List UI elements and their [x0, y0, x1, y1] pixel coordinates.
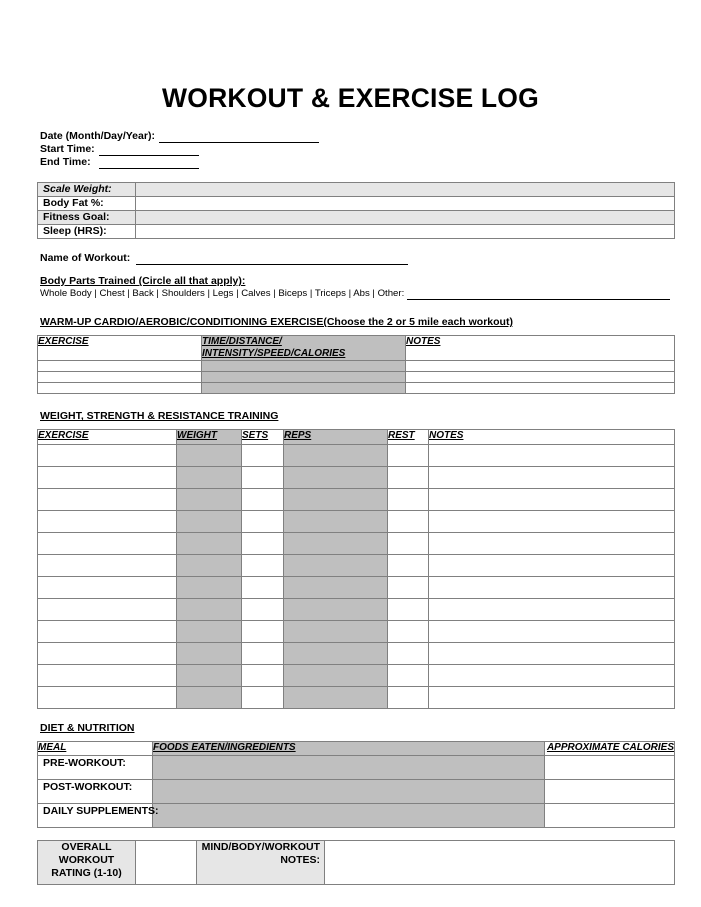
mind-body-notes-label-2: NOTES: [280, 854, 320, 867]
table-row [38, 197, 675, 211]
overall-rating-label-cell [38, 841, 136, 885]
strength-cell-exercise[interactable] [38, 533, 177, 555]
strength-cell-notes[interactable] [429, 665, 675, 687]
strength-cell-sets[interactable] [242, 445, 284, 467]
strength-cell-rest[interactable] [388, 445, 429, 467]
start-time-input-line[interactable] [99, 145, 199, 156]
stats-label-fitness-goal: Fitness Goal: [43, 211, 110, 224]
overall-rating-label-3: RATING (1-10) [51, 867, 122, 880]
strength-col-notes-label: NOTES [429, 430, 464, 442]
warmup-col-exercise-label: EXERCISE [38, 336, 89, 348]
start-time-field-row [40, 143, 670, 156]
strength-col-sets-label: SETS [242, 430, 269, 442]
diet-col-meal-label: MEAL [38, 742, 67, 754]
rating-table [37, 840, 675, 885]
table-row [38, 183, 675, 197]
strength-col-reps-label: REPS [284, 430, 312, 442]
table-row [38, 211, 675, 225]
strength-cell-sets[interactable] [242, 665, 284, 687]
table-row [38, 577, 675, 599]
warmup-col-time-distance-label-1: TIME/DISTANCE/ [202, 336, 282, 348]
strength-cell-notes[interactable] [429, 511, 675, 533]
table-row [38, 467, 675, 489]
table-row [38, 756, 675, 780]
table-row [38, 841, 675, 885]
name-of-workout-row [40, 252, 670, 265]
diet-cell-foods-daily-supplements[interactable] [153, 804, 545, 828]
strength-cell-exercise[interactable] [38, 555, 177, 577]
warmup-cell-exercise[interactable] [38, 361, 202, 372]
mind-body-notes-value[interactable] [325, 841, 675, 885]
table-row [38, 489, 675, 511]
strength-cell-weight[interactable] [177, 577, 242, 599]
warmup-cell-exercise[interactable] [38, 372, 202, 383]
strength-cell-sets[interactable] [242, 511, 284, 533]
warmup-col-time-distance-label-2: INTENSITY/SPEED/CALORIES [202, 348, 346, 360]
strength-cell-reps[interactable] [284, 643, 388, 665]
warmup-cell-time-distance[interactable] [202, 372, 406, 383]
strength-col-weight-label: WEIGHT [177, 430, 217, 442]
strength-cell-weight[interactable] [177, 665, 242, 687]
strength-cell-notes[interactable] [429, 577, 675, 599]
strength-cell-notes[interactable] [429, 599, 675, 621]
stats-value-body-fat[interactable] [136, 197, 675, 211]
strength-cell-weight[interactable] [177, 533, 242, 555]
strength-cell-weight[interactable] [177, 511, 242, 533]
date-input-line[interactable] [159, 132, 319, 143]
table-row [38, 445, 675, 467]
strength-cell-exercise[interactable] [38, 467, 177, 489]
strength-cell-weight[interactable] [177, 445, 242, 467]
stats-value-scale-weight[interactable] [136, 183, 675, 197]
diet-label-pre-workout: PRE-WORKOUT: [38, 756, 153, 780]
body-parts-heading: Body Parts Trained (Circle all that apply): [40, 275, 246, 288]
table-row [38, 804, 675, 828]
strength-cell-notes[interactable] [429, 643, 675, 665]
diet-col-calories [545, 742, 675, 756]
warmup-cell-exercise[interactable] [38, 383, 202, 394]
stats-value-sleep[interactable] [136, 225, 675, 239]
body-parts-options[interactable]: Whole Body | Chest | Back | Shoulders | Legs | Calves | Biceps | Triceps | Abs | Other: [40, 288, 405, 300]
strength-cell-exercise[interactable] [38, 643, 177, 665]
table-row [38, 621, 675, 643]
strength-cell-exercise[interactable] [38, 489, 177, 511]
warmup-cell-notes[interactable] [406, 361, 675, 372]
warmup-col-notes-label: NOTES [406, 336, 441, 348]
body-parts-other-input-line[interactable] [407, 289, 670, 300]
strength-cell-notes[interactable] [429, 533, 675, 555]
name-of-workout-input-line[interactable] [136, 254, 408, 265]
strength-cell-reps[interactable] [284, 555, 388, 577]
mind-body-notes-label-cell [197, 841, 325, 885]
strength-cell-rest[interactable] [388, 665, 429, 687]
strength-cell-sets[interactable] [242, 621, 284, 643]
overall-rating-value[interactable] [136, 841, 197, 885]
stats-label-cell [38, 225, 136, 239]
stats-label-cell [38, 183, 136, 197]
overall-rating-label-1: OVERALL [61, 841, 112, 854]
strength-cell-rest[interactable] [388, 511, 429, 533]
warmup-cell-time-distance[interactable] [202, 383, 406, 394]
strength-cell-exercise[interactable] [38, 577, 177, 599]
stats-label-cell [38, 197, 136, 211]
table-row [38, 643, 675, 665]
diet-cell-foods-pre-workout[interactable] [153, 756, 545, 780]
strength-cell-sets[interactable] [242, 533, 284, 555]
strength-col-rest [388, 430, 429, 445]
strength-cell-exercise[interactable] [38, 621, 177, 643]
strength-cell-weight[interactable] [177, 467, 242, 489]
diet-cell-calories-daily-supplements[interactable] [545, 804, 675, 828]
table-row [38, 533, 675, 555]
strength-cell-reps[interactable] [284, 445, 388, 467]
strength-cell-rest[interactable] [388, 599, 429, 621]
diet-table [37, 741, 675, 828]
header-fields [40, 130, 670, 169]
strength-col-exercise-label: EXERCISE [38, 430, 89, 442]
table-header-row [38, 430, 675, 445]
table-row [38, 383, 675, 394]
strength-cell-rest[interactable] [388, 577, 429, 599]
strength-cell-reps[interactable] [284, 467, 388, 489]
table-row [38, 780, 675, 804]
table-row [38, 372, 675, 383]
strength-col-notes [429, 430, 675, 445]
warmup-cell-notes[interactable] [406, 383, 675, 394]
diet-cell-calories-pre-workout[interactable] [545, 756, 675, 780]
strength-cell-reps[interactable] [284, 511, 388, 533]
strength-cell-exercise[interactable] [38, 511, 177, 533]
strength-cell-rest[interactable] [388, 533, 429, 555]
strength-cell-rest[interactable] [388, 489, 429, 511]
end-time-field-row [40, 156, 670, 169]
diet-col-foods [153, 742, 545, 756]
stats-value-fitness-goal[interactable] [136, 211, 675, 225]
diet-label-post-workout: POST-WORKOUT: [38, 780, 153, 804]
strength-cell-reps[interactable] [284, 621, 388, 643]
strength-cell-rest[interactable] [388, 621, 429, 643]
strength-cell-sets[interactable] [242, 467, 284, 489]
strength-cell-exercise[interactable] [38, 599, 177, 621]
strength-cell-weight[interactable] [177, 643, 242, 665]
strength-cell-exercise[interactable] [38, 445, 177, 467]
strength-heading: WEIGHT, STRENGTH & RESISTANCE TRAINING [40, 410, 279, 423]
table-row [38, 599, 675, 621]
strength-cell-reps[interactable] [284, 665, 388, 687]
strength-cell-reps[interactable] [284, 489, 388, 511]
strength-cell-weight[interactable] [177, 621, 242, 643]
stats-label-cell [38, 211, 136, 225]
strength-cell-sets[interactable] [242, 687, 284, 709]
diet-cell-calories-post-workout[interactable] [545, 780, 675, 804]
body-parts-options-row [40, 288, 670, 300]
strength-col-rest-label: REST [388, 430, 415, 442]
strength-cell-exercise[interactable] [38, 687, 177, 709]
table-header-row [38, 742, 675, 756]
strength-cell-notes[interactable] [429, 555, 675, 577]
strength-cell-reps[interactable] [284, 599, 388, 621]
name-of-workout-label: Name of Workout: [40, 252, 131, 265]
table-header-row [38, 336, 675, 361]
stats-label-sleep: Sleep (HRS): [43, 225, 107, 238]
strength-cell-reps[interactable] [284, 577, 388, 599]
diet-cell-foods-post-workout[interactable] [153, 780, 545, 804]
end-time-input-line[interactable] [99, 158, 199, 169]
strength-col-weight [177, 430, 242, 445]
stats-label-scale-weight: Scale Weight: [43, 183, 112, 196]
strength-cell-weight[interactable] [177, 599, 242, 621]
diet-col-meal [38, 742, 153, 756]
stats-label-body-fat: Body Fat %: [43, 197, 104, 210]
strength-col-reps [284, 430, 388, 445]
strength-col-exercise [38, 430, 177, 445]
strength-cell-reps[interactable] [284, 533, 388, 555]
warmup-col-exercise [38, 336, 202, 361]
stats-table [37, 182, 675, 239]
diet-col-calories-label: APPROXIMATE CALORIES [546, 742, 674, 754]
warmup-table [37, 335, 675, 394]
strength-cell-sets[interactable] [242, 599, 284, 621]
mind-body-notes-label-1: MIND/BODY/WORKOUT [201, 841, 320, 854]
overall-rating-label-2: WORKOUT [58, 854, 115, 867]
strength-cell-weight[interactable] [177, 555, 242, 577]
page-title: WORKOUT & EXERCISE LOG [162, 83, 539, 113]
strength-cell-weight[interactable] [177, 489, 242, 511]
strength-cell-sets[interactable] [242, 555, 284, 577]
strength-table [37, 429, 675, 709]
strength-cell-notes[interactable] [429, 621, 675, 643]
end-time-label: End Time: [40, 156, 91, 169]
date-label: Date (Month/Day/Year): [40, 130, 155, 143]
table-row [38, 665, 675, 687]
diet-col-foods-label: FOODS EATEN/INGREDIENTS [153, 742, 296, 754]
warmup-col-notes [406, 336, 675, 361]
strength-cell-notes[interactable] [429, 687, 675, 709]
strength-cell-notes[interactable] [429, 467, 675, 489]
strength-cell-rest[interactable] [388, 643, 429, 665]
strength-cell-rest[interactable] [388, 555, 429, 577]
table-row [38, 511, 675, 533]
strength-cell-sets[interactable] [242, 643, 284, 665]
table-row [38, 361, 675, 372]
diet-label-daily-supplements: DAILY SUPPLEMENTS: [38, 804, 153, 828]
warmup-cell-time-distance[interactable] [202, 361, 406, 372]
diet-heading: DIET & NUTRITION [40, 722, 135, 735]
strength-cell-notes[interactable] [429, 445, 675, 467]
strength-cell-rest[interactable] [388, 467, 429, 489]
start-time-label: Start Time: [40, 143, 95, 156]
warmup-col-time-distance [202, 336, 406, 361]
table-row [38, 555, 675, 577]
date-field-row [40, 130, 670, 143]
strength-cell-exercise[interactable] [38, 665, 177, 687]
table-row [38, 225, 675, 239]
strength-cell-rest[interactable] [388, 687, 429, 709]
strength-cell-weight[interactable] [177, 687, 242, 709]
strength-cell-reps[interactable] [284, 687, 388, 709]
strength-cell-sets[interactable] [242, 489, 284, 511]
warmup-cell-notes[interactable] [406, 372, 675, 383]
warmup-heading: WARM-UP CARDIO/AEROBIC/CONDITIONING EXERCISE(Choose the 2 or 5 mile each workout) [40, 316, 513, 329]
strength-col-sets [242, 430, 284, 445]
strength-cell-sets[interactable] [242, 577, 284, 599]
table-row [38, 687, 675, 709]
strength-cell-notes[interactable] [429, 489, 675, 511]
